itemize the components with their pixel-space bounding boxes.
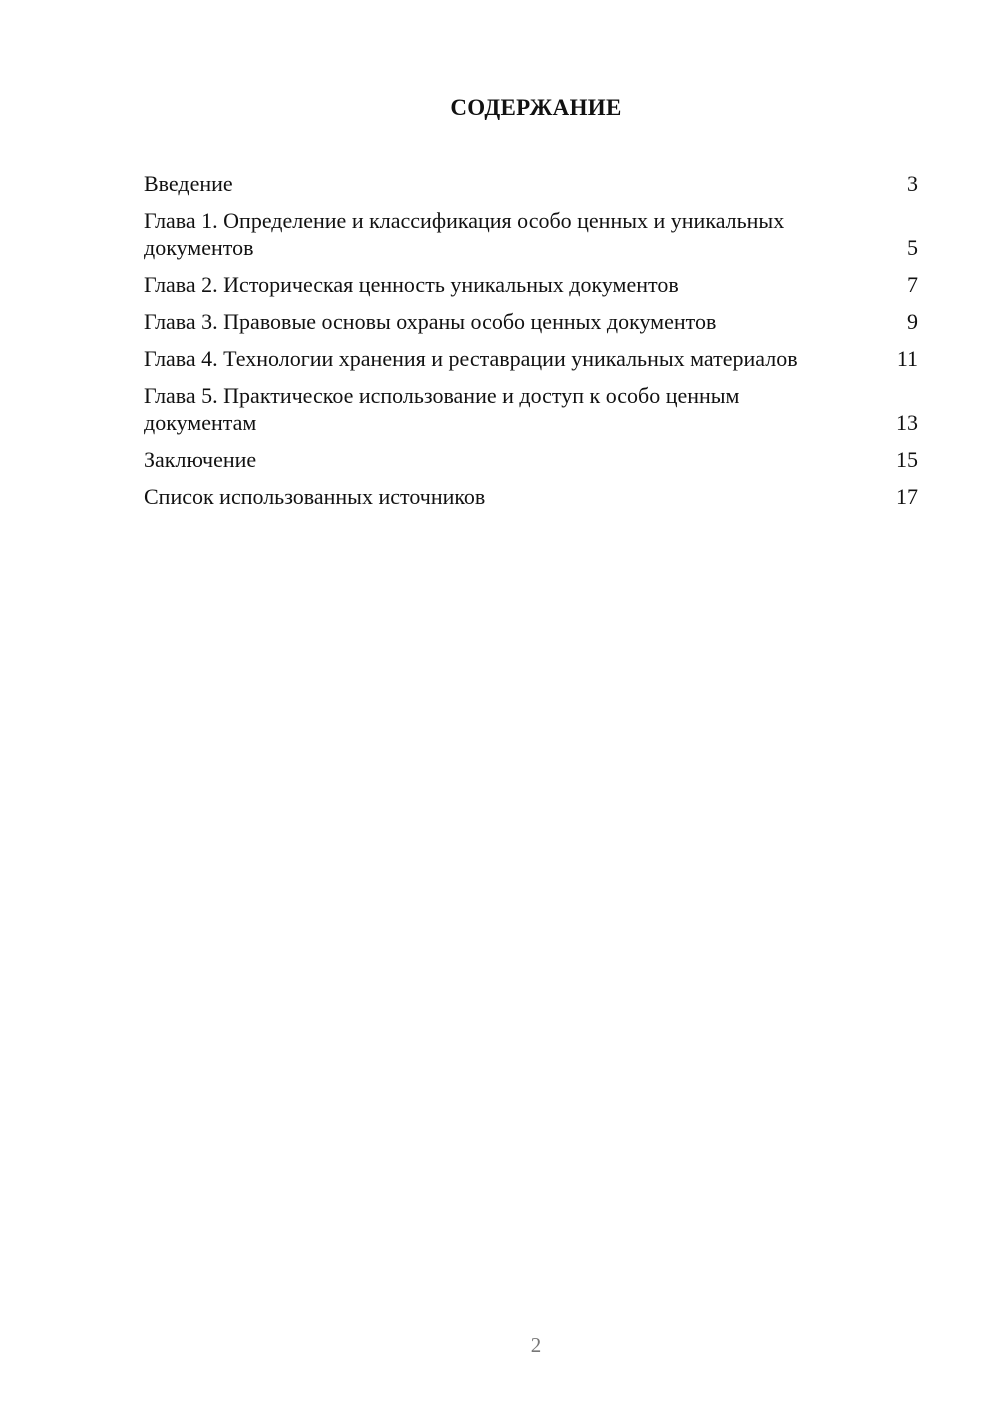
toc-entry[interactable] — [144, 446, 918, 473]
toc-entry-page: 11 — [896, 346, 918, 371]
toc-entry[interactable] — [144, 271, 918, 298]
toc-entry-page: 3 — [907, 171, 918, 196]
toc-entry-label: Глава 2. Историческая ценность уникальных документов — [144, 272, 679, 297]
toc-entry-label: Глава 4. Технологии хранения и реставрации уникальных материалов — [144, 346, 798, 371]
toc-entry-page: 5 — [907, 235, 918, 260]
toc-entry-page: 17 — [896, 484, 918, 509]
toc-entry-label: Список использованных источников — [144, 484, 486, 509]
page-title: СОДЕРЖАНИЕ — [450, 95, 622, 120]
toc-entry[interactable] — [144, 483, 918, 510]
toc-entry-label: Введение — [144, 171, 233, 196]
toc-entry[interactable] — [144, 207, 918, 261]
toc-entry-label: Глава 3. Правовые основы охраны особо ценных документов — [144, 309, 717, 334]
toc-entry-page: 15 — [896, 447, 918, 472]
page-number: 2 — [530, 1333, 542, 1357]
toc-entry-page: 7 — [907, 272, 918, 297]
toc-entry-label: Заключение — [144, 447, 257, 472]
toc-entry-label: Глава 1. Определение и классификация особо ценных и уникальных документов — [144, 208, 785, 260]
toc-entry-label: Глава 5. Практическое использование и доступ к особо ценным документам — [144, 383, 740, 435]
toc-entry-page: 9 — [907, 309, 918, 334]
table-of-contents — [144, 170, 918, 520]
toc-entry[interactable] — [144, 382, 918, 436]
toc-entry[interactable] — [144, 345, 918, 372]
toc-entry[interactable] — [144, 170, 918, 197]
toc-entry-page: 13 — [896, 410, 918, 435]
toc-entry[interactable] — [144, 308, 918, 335]
